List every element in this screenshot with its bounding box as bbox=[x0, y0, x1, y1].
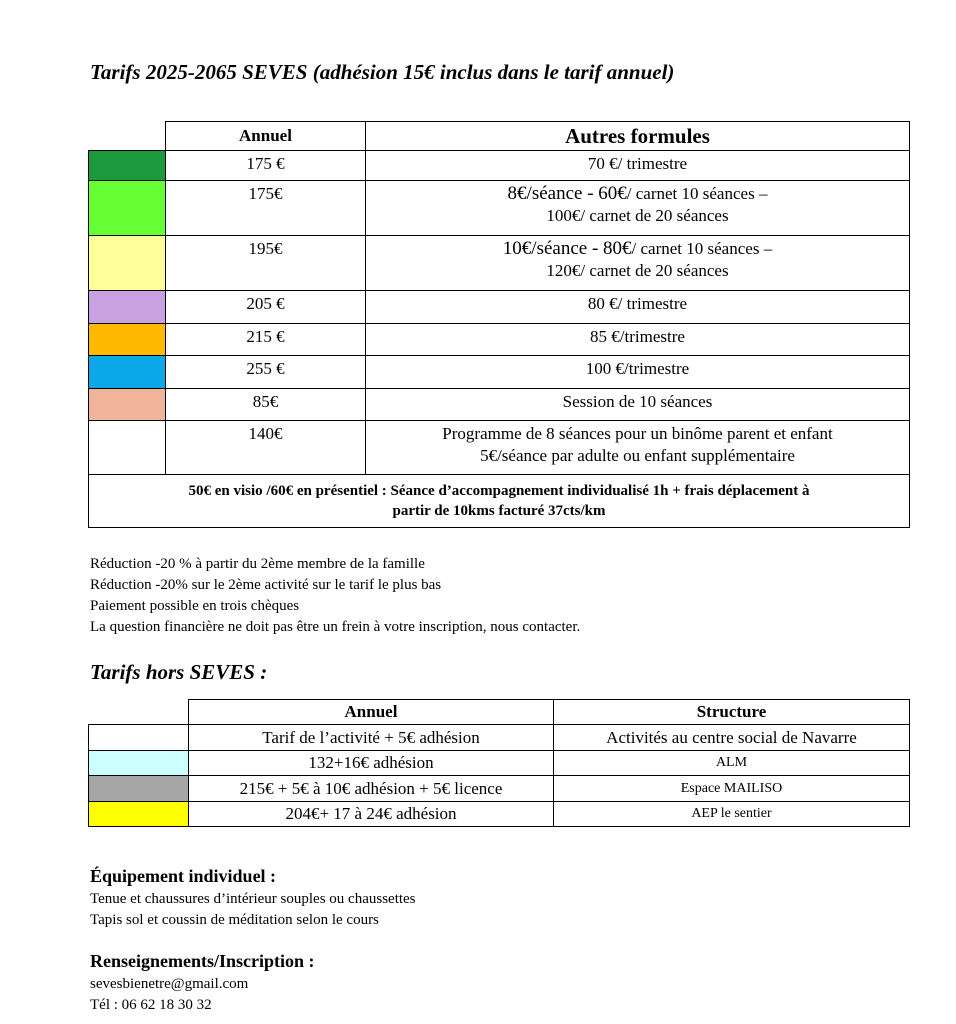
annuel-price: Tarif de l’activité + 5€ adhésion bbox=[189, 725, 554, 751]
autres-formule: 85 €/trimestre bbox=[366, 324, 910, 356]
autres-formule bbox=[366, 236, 910, 291]
tarifs-seves-table bbox=[88, 121, 910, 528]
color-swatch bbox=[89, 751, 189, 776]
annuel-price: 255 € bbox=[166, 356, 366, 389]
formule-seance-price: 10€/séance - 80€ bbox=[502, 238, 632, 259]
autres-formule: 70 €/ trimestre bbox=[366, 151, 910, 181]
autres-formule: Session de 10 séances bbox=[366, 389, 910, 421]
annuel-price: 205 € bbox=[166, 291, 366, 324]
footnote-line: 50€ en visio /60€ en présentiel : Séance d’accompagnement individualisé 1h + frais déplacement à bbox=[188, 483, 810, 499]
renseignements-title: Renseignements/Inscription : bbox=[90, 951, 315, 971]
renseignements-contact bbox=[90, 974, 248, 1016]
table-row bbox=[89, 389, 910, 421]
annuel-price: 140€ bbox=[166, 421, 366, 475]
structure-name: ALM bbox=[554, 751, 910, 776]
table-row bbox=[89, 421, 910, 475]
annuel-price: 215€ + 5€ à 10€ adhésion + 5€ licence bbox=[189, 776, 554, 802]
equipement-line: Tapis sol et coussin de méditation selon le cours bbox=[90, 912, 379, 928]
table-row bbox=[89, 751, 910, 776]
footnote-line: partir de 10kms facturé 37cts/km bbox=[392, 503, 606, 519]
table-row bbox=[89, 181, 910, 236]
annuel-price: 132+16€ adhésion bbox=[189, 751, 554, 776]
table-row bbox=[89, 291, 910, 324]
structure-name: Activités au centre social de Navarre bbox=[554, 725, 910, 751]
formule-carnet-10: / carnet 10 séances – bbox=[626, 184, 768, 203]
structure-name: AEP le sentier bbox=[554, 802, 910, 827]
autres-formule bbox=[366, 421, 910, 475]
table-row bbox=[89, 151, 910, 181]
color-swatch bbox=[89, 181, 166, 236]
annuel-price: 175€ bbox=[166, 181, 366, 236]
color-swatch bbox=[89, 324, 166, 356]
section-title-hors-seves: Tarifs hors SEVES : bbox=[90, 660, 268, 684]
formule-seance-price: 8€/séance - 60€ bbox=[507, 183, 627, 204]
equipement-line: Tenue et chaussures d’intérieur souples ou chaussettes bbox=[90, 891, 416, 907]
table-header-row bbox=[89, 122, 910, 151]
color-swatch bbox=[89, 236, 166, 291]
formule-line: 5€/séance par adulte ou enfant supplémentaire bbox=[480, 446, 795, 465]
annuel-price: 204€+ 17 à 24€ adhésion bbox=[189, 802, 554, 827]
color-swatch bbox=[89, 356, 166, 389]
color-swatch bbox=[89, 725, 189, 751]
formule-carnet-20: 120€/ carnet de 20 séances bbox=[546, 261, 729, 280]
note-line: Réduction -20 % à partir du 2ème membre de la famille bbox=[90, 556, 425, 572]
note-line: Réduction -20% sur le 2ème activité sur le tarif le plus bas bbox=[90, 577, 442, 593]
table-header-row bbox=[89, 700, 910, 725]
header-blank-cell bbox=[89, 700, 189, 725]
color-swatch bbox=[89, 776, 189, 802]
color-swatch bbox=[89, 421, 166, 475]
table-row bbox=[89, 725, 910, 751]
autres-formule bbox=[366, 181, 910, 236]
header-annuel: Annuel bbox=[189, 700, 554, 725]
color-swatch bbox=[89, 291, 166, 324]
annuel-price: 215 € bbox=[166, 324, 366, 356]
header-structure: Structure bbox=[554, 700, 910, 725]
autres-formule: 100 €/trimestre bbox=[366, 356, 910, 389]
annuel-price: 195€ bbox=[166, 236, 366, 291]
note-line: Paiement possible en trois chèques bbox=[90, 598, 300, 614]
formule-carnet-20: 100€/ carnet de 20 séances bbox=[546, 206, 729, 225]
table-row bbox=[89, 802, 910, 827]
annuel-price: 175 € bbox=[166, 151, 366, 181]
equipement-list bbox=[90, 889, 416, 931]
table-row bbox=[89, 356, 910, 389]
tarifs-hors-seves-table bbox=[88, 699, 910, 827]
page-title: Tarifs 2025-2065 SEVES (adhésion 15€ inclus dans le tarif annuel) bbox=[90, 60, 675, 84]
annuel-price: 85€ bbox=[166, 389, 366, 421]
autres-formule: 80 €/ trimestre bbox=[366, 291, 910, 324]
structure-name: Espace MAILISO bbox=[554, 776, 910, 802]
header-blank-cell bbox=[89, 122, 166, 151]
formule-carnet-10: / carnet 10 séances – bbox=[631, 239, 773, 258]
formule-line: Programme de 8 séances pour un binôme parent et enfant bbox=[442, 424, 833, 443]
contact-phone: Tél : 06 62 18 30 32 bbox=[90, 997, 212, 1013]
reductions-notes bbox=[90, 554, 580, 638]
header-annuel: Annuel bbox=[166, 122, 366, 151]
color-swatch bbox=[89, 151, 166, 181]
color-swatch bbox=[89, 802, 189, 827]
footnote-row bbox=[89, 475, 910, 528]
header-autres-formules: Autres formules bbox=[366, 122, 910, 151]
table-row bbox=[89, 324, 910, 356]
equipement-title: Équipement individuel : bbox=[90, 866, 277, 886]
table-row bbox=[89, 236, 910, 291]
footnote-accompagnement bbox=[89, 475, 910, 528]
contact-email: sevesbienetre@gmail.com bbox=[90, 976, 249, 992]
color-swatch bbox=[89, 389, 166, 421]
table-row bbox=[89, 776, 910, 802]
note-line: La question financière ne doit pas être un frein à votre inscription, nous contacter. bbox=[90, 619, 581, 635]
